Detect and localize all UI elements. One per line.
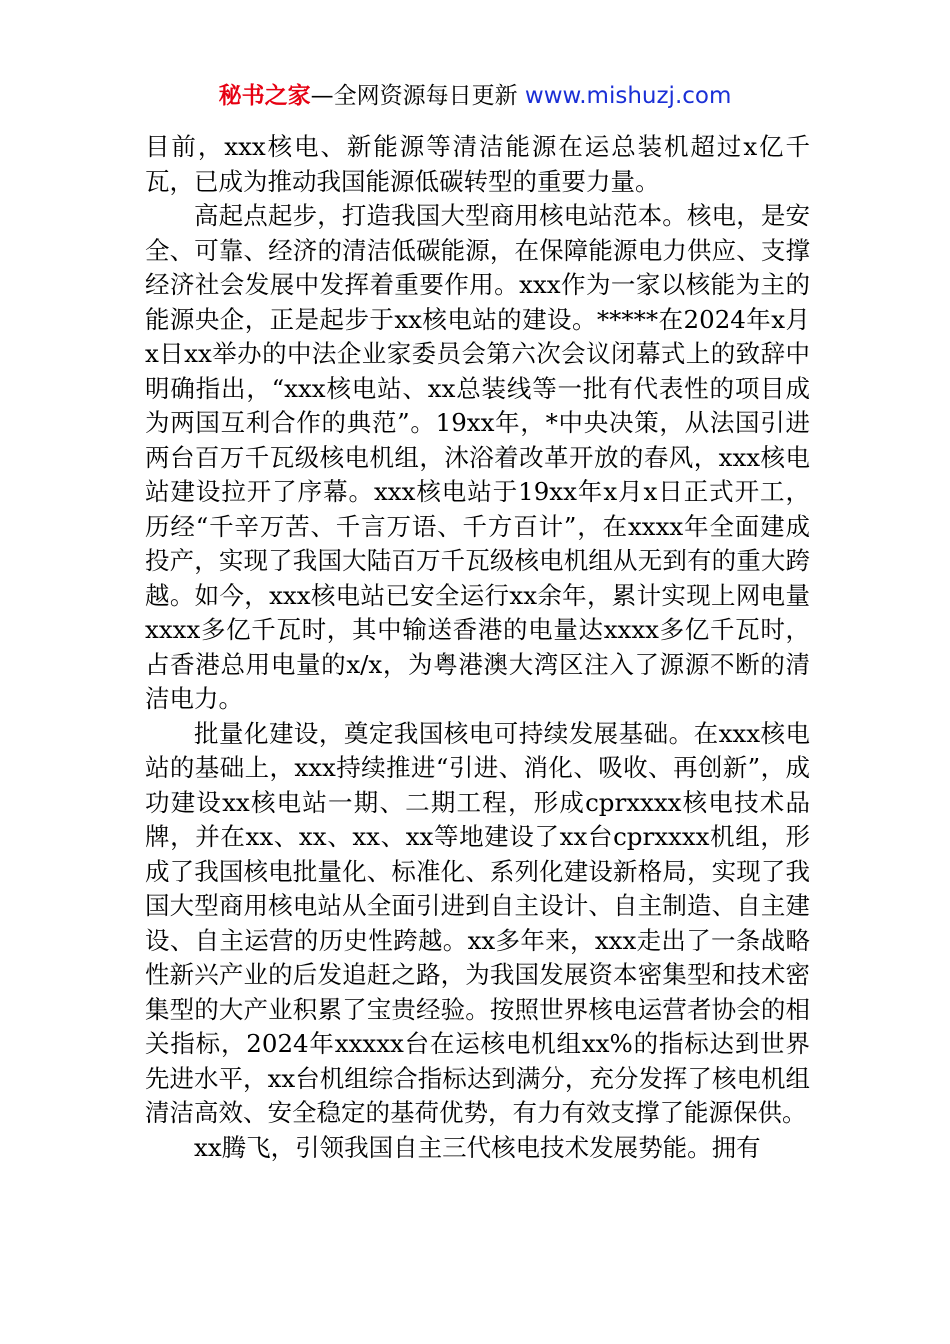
brand-name: 秘书之家: [218, 83, 311, 109]
paragraph-1: 目前，xxx核电、新能源等清洁能源在运总装机超过x亿千瓦，已成为推动我国能源低碳转型的重要力量。: [145, 132, 810, 196]
document-body: [145, 130, 810, 1165]
paragraph-3: 批量化建设，奠定我国核电可持续发展基础。在xxx核电站的基础上，xxx持续推进“引进、消化、吸收、再创新”，成功建设xx核电站一期、二期工程，形成cprxxxx核电技术品牌，并在xx、xx、xx、xx等地建设了xx台cprxxxx机组，形成了我国核电批量化、标准化、系列化建设新格局，实现了我国大型商用核电站从全面引进到自主设计、自主制造、自主建设、自主运营的历史性跨越。xx多年来，xxx走出了一条战略性新兴产业的后发追赶之路，为我国发展资本密集型和技术密集型的大产业积累了宝贵经验。按照世界核电运营者协会的相关指标，2024年xxxxx台在运核电机组xx%的指标达到世界先进水平，xx台机组综合指标达到满分，充分发挥了核电机组清洁高效、安全稳定的基荷优势，有力有效支撑了能源保供。: [145, 718, 810, 1127]
page-header: [0, 80, 950, 112]
paragraph-4: xx腾飞，引领我国自主三代核电技术发展势能。拥有: [194, 1132, 761, 1162]
header-tagline: —全网资源每日更新: [310, 83, 525, 109]
paragraph-2: 高起点起步，打造我国大型商用核电站范本。核电，是安全、可靠、经济的清洁低碳能源，在保障能源电力供应、支撑经济社会发展中发挥着重要作用。xxx作为一家以核能为主的能源央企，正是起步于xx核电站的建设。*****在2024年x月x日xx举办的中法企业家委员会第六次会议闭幕式上的致辞中明确指出，“xxx核电站、xx总装线等一批有代表性的项目成为两国互利合作的典范”。19xx年，*中央决策，从法国引进两台百万千瓦级核电机组，沐浴着改革开放的春风，xxx核电站建设拉开了序幕。xxx核电站于19xx年x月x日正式开工，历经“千辛万苦、千言万语、千方百计”，在xxxx年全面建成投产，实现了我国大陆百万千瓦级核电机组从无到有的重大跨越。如今，xxx核电站已安全运行xx余年，累计实现上网电量xxxx多亿千瓦时，其中输送香港的电量达xxxx多亿千瓦时，占香港总用电量的x/x，为粤港澳大湾区注入了源源不断的清洁电力。: [145, 201, 810, 713]
site-url-link[interactable]: www.mishuzj.com: [524, 83, 732, 109]
